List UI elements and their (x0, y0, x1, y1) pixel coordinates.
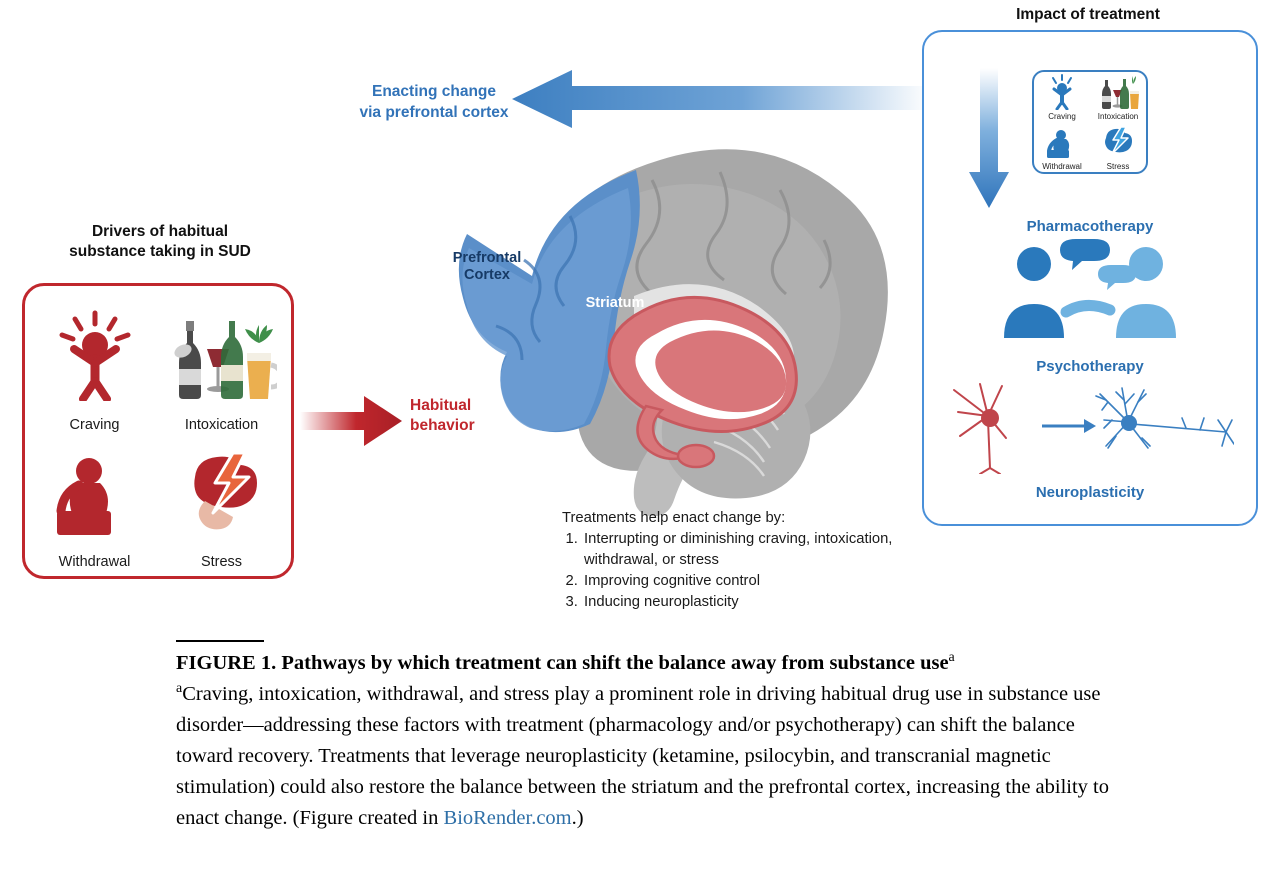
caption-title-footnote-marker: a (948, 649, 955, 665)
alcohol-bottles-icon (158, 296, 285, 413)
impact-box (922, 30, 1258, 526)
drivers-title (20, 222, 300, 263)
mini-item-intoxication (1090, 72, 1146, 122)
impact-title: Impact of treatment (1016, 6, 1160, 23)
person-head-craving-icon (31, 296, 158, 413)
mini-item-stress (1090, 122, 1146, 172)
treatments-item: 2. Improving cognitive control (582, 571, 902, 592)
striatum-label: Striatum (585, 295, 645, 311)
brain-illustration (420, 120, 890, 520)
treatments-item: 1. Interrupting or diminishing craving, intoxication, withdrawal, or stress (582, 529, 902, 571)
driver-label: Stress (200, 554, 243, 570)
driver-label: Withdrawal (58, 554, 131, 570)
treatments-intro: Treatments help enact change by: (562, 510, 786, 526)
neuroplasticity-label: Neuroplasticity (1035, 484, 1145, 501)
treatments-item: 3. Inducing neuroplasticity (582, 592, 902, 613)
driver-item-intoxication (158, 296, 285, 433)
driver-item-stress (158, 433, 285, 570)
treatments-list (562, 508, 902, 613)
caption-body: Craving, intoxication, withdrawal, and stress play a prominent role in driving habitual drug use in substance use disorder—addressing these factors with treatment (pharmacology and/or psychotherapy) can shift the balance toward recovery. Treatments that leverage neuroplasticity (ketamine, psilocybin, and transcranial magnetic stimulation) could also restore the balance between the striatum and the prefrontal cortex, increasing the ability to enact change. (Figure created in (176, 682, 1110, 830)
biorender-link[interactable]: BioRender.com (443, 807, 572, 830)
driver-label: Craving (69, 417, 120, 433)
prefrontal-cortex-label: Prefrontal Cortex (452, 250, 522, 284)
drivers-title-line1: Drivers of habitual (91, 223, 229, 240)
caption-rule (176, 640, 264, 642)
mini-label: Intoxication (1097, 112, 1139, 121)
right-arrow-icon (300, 392, 404, 450)
figure-caption (176, 640, 1116, 834)
symptom-panel-icon (1032, 70, 1148, 174)
pharmacotherapy-label: Pharmacotherapy (1026, 218, 1154, 235)
person-slumped-icon (1042, 122, 1082, 161)
person-head-craving-icon (1046, 72, 1078, 111)
brain-lightning-icon (1097, 122, 1139, 161)
caption-title: FIGURE 1. Pathways by which treatment can shift the balance away from substance use (176, 651, 949, 674)
driver-label: Intoxication (184, 417, 259, 433)
alcohol-bottles-icon (1097, 72, 1139, 111)
caption-body-end: .) (571, 807, 584, 830)
driver-item-craving (31, 296, 158, 433)
mini-label: Craving (1048, 112, 1076, 121)
driver-item-withdrawal (31, 433, 158, 570)
mini-item-withdrawal (1034, 122, 1090, 172)
mini-item-craving (1034, 72, 1090, 122)
drivers-box (22, 283, 294, 579)
brain-lightning-icon (158, 433, 285, 550)
habitual-behavior-label: Habitual behavior (410, 397, 475, 435)
caption-body-footnote-marker: a (176, 680, 183, 696)
mini-label: Stress (1106, 162, 1130, 171)
enacting-change-label: Enacting change via prefrontal cortex (359, 83, 509, 121)
person-slumped-icon (31, 433, 158, 550)
neuron-transition-icon (946, 376, 1234, 474)
drivers-title-line2: substance taking in SUD (69, 243, 251, 261)
mini-label: Withdrawal (1042, 162, 1082, 171)
down-arrow-icon (968, 68, 1010, 210)
two-people-talking-icon (994, 238, 1186, 350)
psychotherapy-label: Psychotherapy (1036, 358, 1144, 375)
